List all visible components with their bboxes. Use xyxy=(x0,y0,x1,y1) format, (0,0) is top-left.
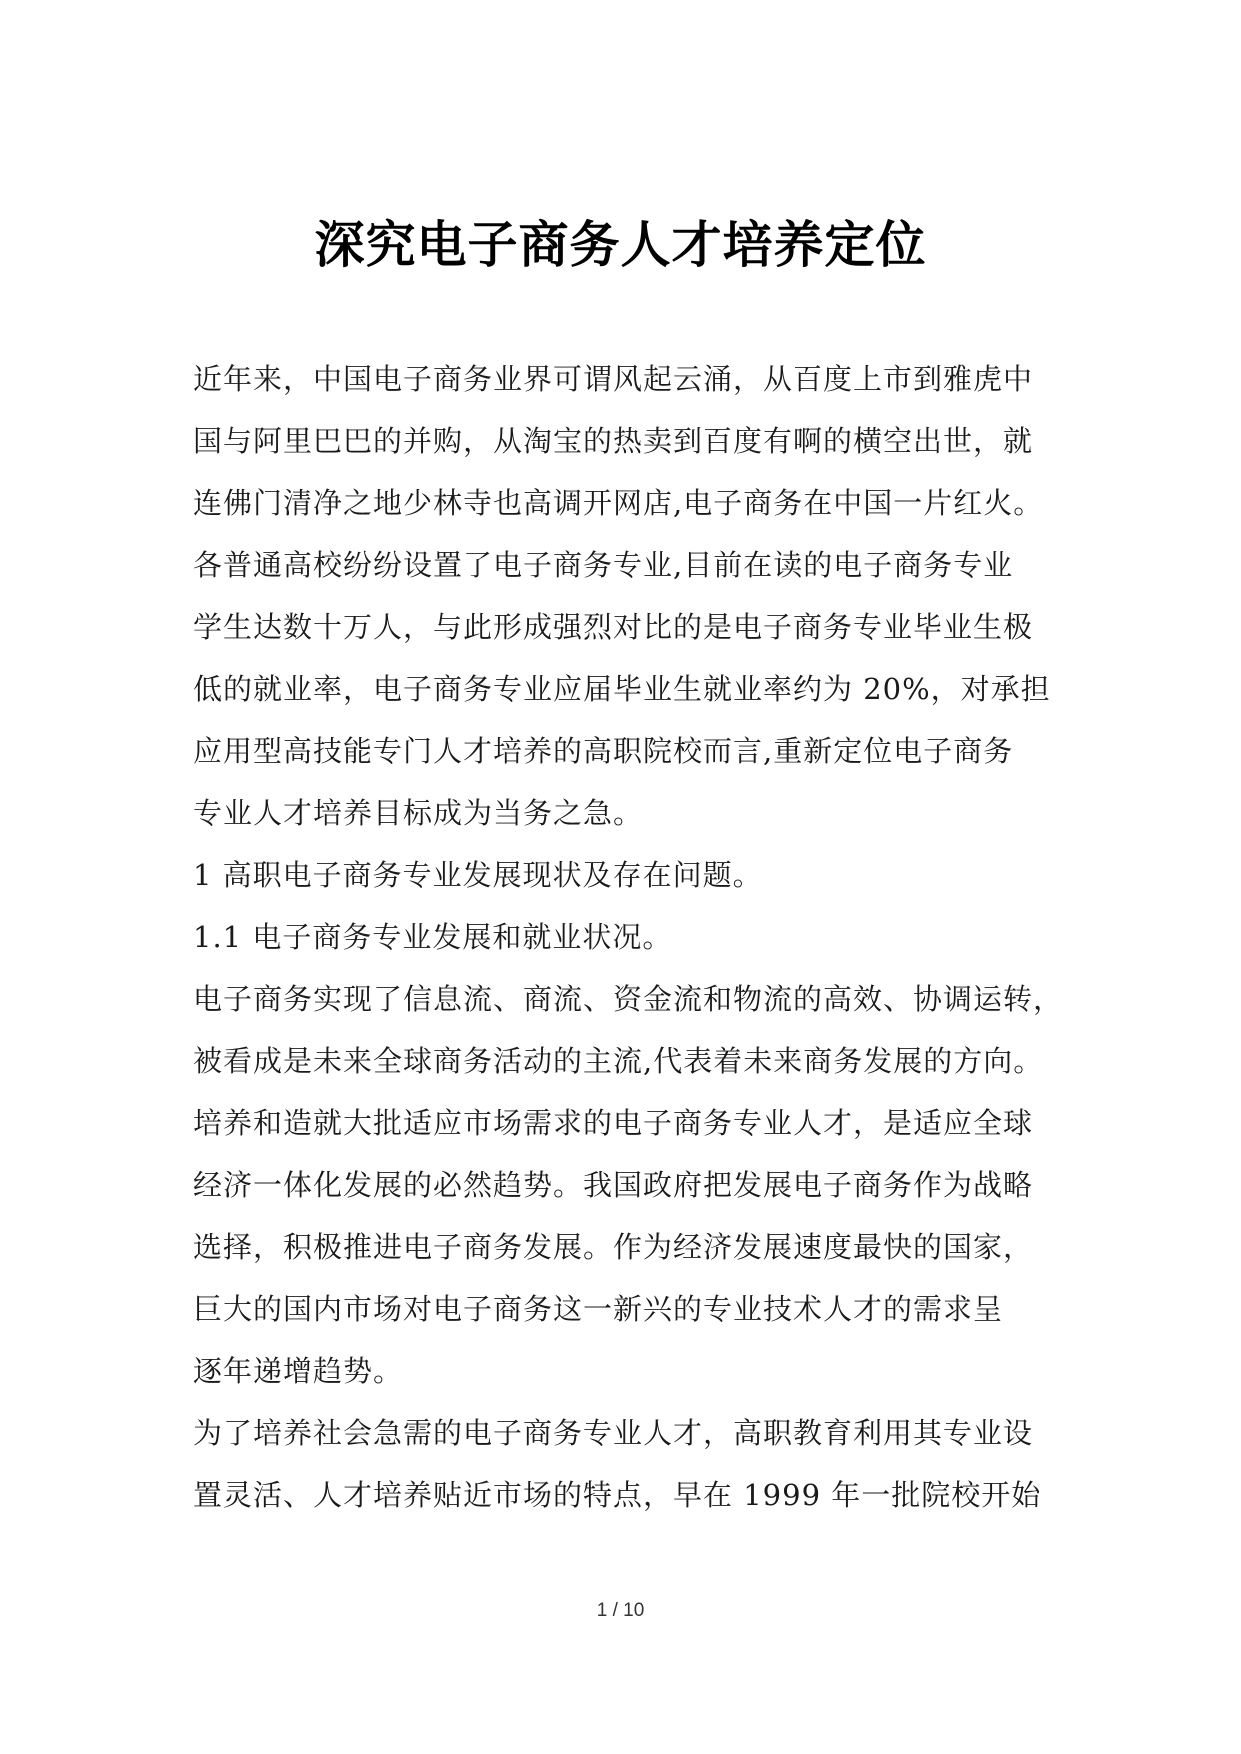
subsection-heading: 1.1 电子商务专业发展和就业状况。 xyxy=(193,920,673,954)
text-line: 专业人才培养目标成为当务之急。 xyxy=(193,796,644,830)
text-line: 学生达数十万人，与此形成强烈对比的是电子商务专业毕业生极 xyxy=(193,610,1034,644)
text-line: 被看成是未来全球商务活动的主流,代表着未来商务发展的方向。 xyxy=(193,1044,1044,1078)
text-line: 选择，积极推进电子商务发展。作为经济发展速度最快的国家， xyxy=(193,1230,1034,1264)
text-line: 近年来，中国电子商务业界可谓风起云涌，从百度上市到雅虎中 xyxy=(193,362,1034,396)
text-line: 为了培养社会急需的电子商务专业人才，高职教育利用其专业设 xyxy=(193,1416,1034,1450)
text-line: 应用型高技能专门人才培养的高职院校而言,重新定位电子商务 xyxy=(193,734,1014,768)
text-line: 培养和造就大批适应市场需求的电子商务专业人才，是适应全球 xyxy=(193,1106,1034,1140)
text-line: 连佛门清净之地少林寺也高调开网店,电子商务在中国一片红火。 xyxy=(193,486,1044,520)
text-line: 巨大的国内市场对电子商务这一新兴的专业技术人才的需求呈 xyxy=(193,1292,1004,1326)
text-line: 各普通高校纷纷设置了电子商务专业,目前在读的电子商务专业 xyxy=(193,548,1014,582)
text-line: 经济一体化发展的必然趋势。我国政府把发展电子商务作为战略 xyxy=(193,1168,1034,1202)
text-line: 国与阿里巴巴的并购，从淘宝的热卖到百度有啊的横空出世，就 xyxy=(193,424,1034,458)
text-line: 低的就业率，电子商务专业应届毕业生就业率约为 20%，对承担 xyxy=(193,672,1051,706)
text-line: 置灵活、人才培养贴近市场的特点，早在 1999 年一批院校开始 xyxy=(193,1478,1042,1512)
text-line: 电子商务实现了信息流、商流、资金流和物流的高效、协调运转， xyxy=(193,982,1064,1016)
document-title: 深究电子商务人才培养定位 xyxy=(314,216,927,274)
section-heading: 1 高职电子商务专业发展现状及存在问题。 xyxy=(193,858,763,892)
document-body xyxy=(193,348,1073,1526)
page-indicator: 1 / 10 xyxy=(596,1600,645,1621)
text-line: 逐年递增趋势。 xyxy=(193,1354,404,1388)
